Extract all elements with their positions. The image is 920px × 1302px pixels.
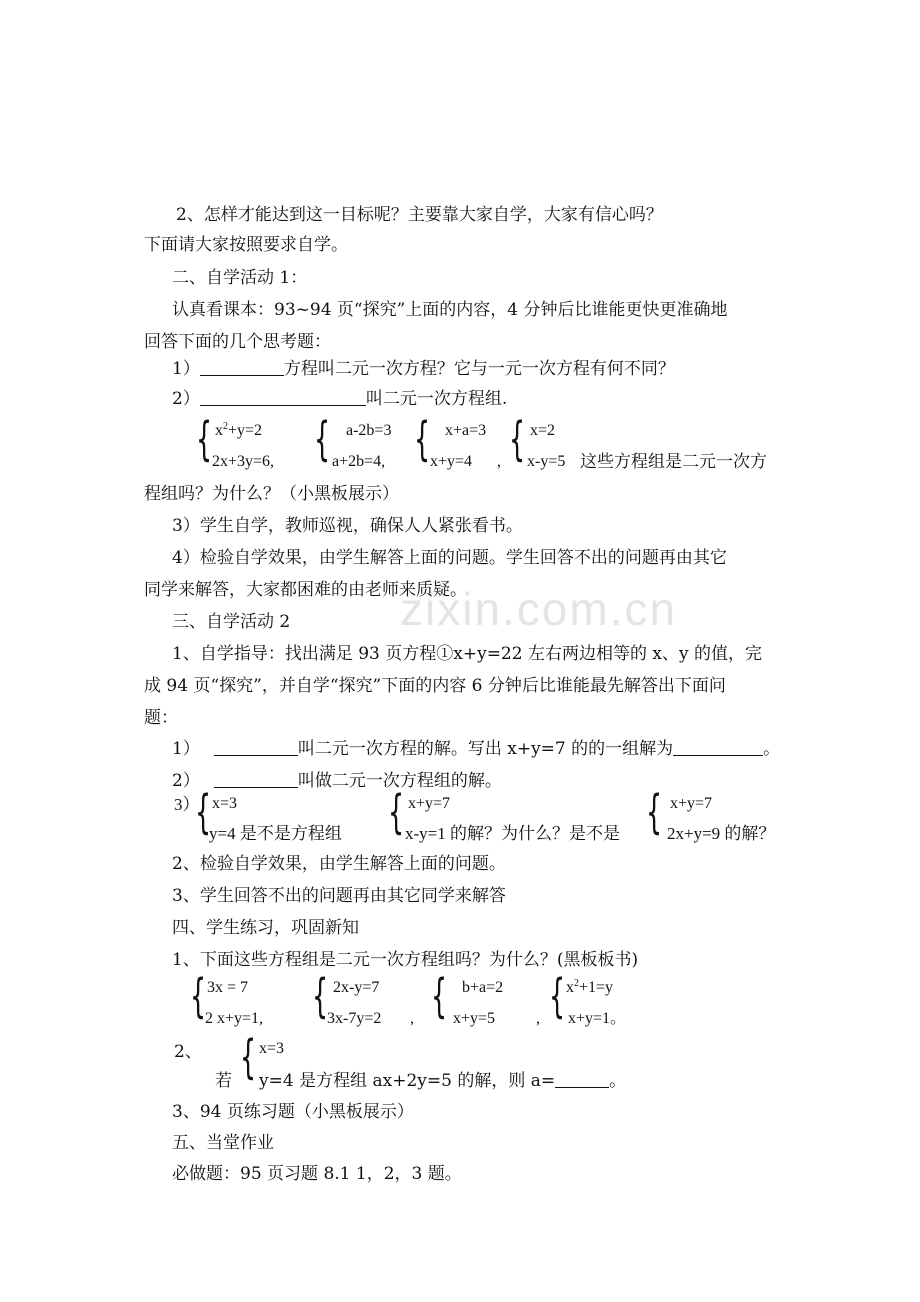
answer-blank [200, 388, 366, 406]
separator-comma: , [497, 453, 501, 470]
system-b1-top: x=3 [212, 795, 238, 812]
brace-icon: { [549, 969, 566, 1023]
system-c4-bottom: x+y=1。 [568, 1010, 627, 1027]
brace-icon: { [314, 412, 331, 466]
system-c1-top: 3x = 7 [207, 979, 249, 996]
line-systems-question: 这些方程组是二元一次方 [580, 452, 767, 472]
brace-icon: { [388, 785, 405, 839]
system-c3-bottom: x+y=5 [453, 1010, 496, 1027]
question-text: 叫做二元一次方程组的解。 [297, 771, 502, 791]
brace-icon: { [509, 412, 526, 466]
question-1-1 [172, 357, 675, 381]
brace-icon: { [646, 785, 663, 839]
line-guidance: 1、自学指导：找出满足 93 页方程①x+y=22 左右两边相等的 x、y 的值，完 [172, 644, 762, 664]
answer-blank [673, 738, 763, 756]
system-a3-bottom: x+y=4 [430, 453, 473, 470]
line-goal-question: 2、怎样才能达到这一目标呢？主要靠大家自学，大家有信心吗？ [176, 205, 663, 225]
section-heading-activity-2: 三、自学活动 2 [172, 612, 291, 632]
question-number: 2） [172, 389, 200, 409]
line-read-textbook: 认真看课本：93~94 页“探究”上面的内容，4 分钟后比谁能更快更准确地 [172, 300, 728, 320]
line-check-effect: 2、检验自学效果，由学生解答上面的问题。 [172, 854, 506, 874]
system-c1-bottom: 2 x+y=1, [205, 1010, 264, 1027]
brace-icon: { [195, 785, 212, 839]
line-why-question: 程组吗？为什么？（小黑板展示） [144, 484, 399, 504]
system-c2-bottom: 3x-7y=2 [327, 1010, 382, 1027]
system-b3-top: x+y=7 [670, 795, 713, 812]
brace-icon: { [240, 1030, 257, 1084]
system-d-top: x=3 [259, 1040, 285, 1057]
line-step-3: 3）学生自学，教师巡视，确保人人紧张看书。 [172, 516, 523, 536]
separator-comma: , [410, 1010, 414, 1027]
system-b2-bottom: x-y=1 的解？为什么？是不是 [405, 824, 620, 843]
section-heading-homework: 五、当堂作业 [172, 1133, 274, 1153]
system-a1-top: $x^2+y=2$ [215, 421, 263, 439]
question-text: 叫二元一次方程的解。写出 x+y=7 的的一组解为 [297, 739, 674, 759]
practice-2-number: 2、 [174, 1042, 202, 1062]
practice-2-if: 若 [215, 1071, 232, 1091]
line-step-4-cont: 同学来解答，大家都困难的由老师来质疑。 [144, 580, 467, 600]
question-number: 2） [172, 771, 200, 791]
brace-icon: { [312, 969, 329, 1023]
system-a4-bottom: x-y=5 [527, 453, 566, 470]
question-2-2 [172, 769, 502, 793]
brace-icon: { [431, 969, 448, 1023]
system-a2-bottom: a+2b=4, [332, 453, 386, 470]
system-c3-top: b+a=2 [462, 979, 504, 996]
question-number: 1） [172, 359, 200, 379]
line-guidance-end: 题： [144, 708, 178, 728]
line-answer-questions: 回答下面的几个思考题： [144, 332, 331, 352]
answer-blank [214, 770, 298, 788]
system-b3-bottom: 2x+y=9 的解？ [667, 824, 776, 843]
system-c2-top: 2x-y=7 [333, 979, 380, 996]
answer-blank [214, 738, 298, 756]
section-heading-practice: 四、学生练习，巩固新知 [172, 918, 359, 938]
question-1-2 [172, 387, 507, 411]
system-a4-top: x=2 [530, 422, 556, 439]
system-d-bottom: y=4 是方程组 ax+2y=5 的解，则 a= 。 [259, 1071, 627, 1091]
system-c4-top: $x^2+1=y$ [566, 978, 614, 996]
line-guidance-cont: 成 94 页“探究”，并自学“探究”下面的内容 6 分钟后比谁能最先解答出下面问 [144, 676, 726, 696]
line-required-homework: 必做题：95 页习题 8.1 1，2，3 题。 [172, 1164, 462, 1184]
system-b1-bottom: y=4 是不是方程组 [209, 824, 342, 843]
watermark: zixin.com.cn [400, 583, 678, 635]
separator-comma: , [536, 1010, 540, 1027]
system-a1-bottom: 2x+3y=6, [212, 453, 275, 470]
line-practice-3: 3、94 页练习题（小黑板展示） [172, 1102, 414, 1122]
system-a2-top: a-2b=3 [346, 422, 392, 439]
question-text: 叫二元一次方程组. [365, 389, 508, 409]
section-heading-activity-1: 二、自学活动 1： [172, 268, 308, 288]
brace-icon: { [196, 412, 213, 466]
brace-icon: { [414, 412, 431, 466]
question-text: 方程叫二元一次方程？它与一元一次方程有何不同？ [283, 359, 675, 379]
answer-blank [200, 358, 284, 376]
system-a3-top: x+a=3 [445, 422, 487, 439]
answer-blank [555, 1070, 609, 1088]
system-b2-top: x+y=7 [408, 795, 451, 812]
question-2-1: 1） 叫二元一次方程的解。写出 x+y=7 的的一组解为 。 [172, 739, 781, 759]
line-classmates-answer: 3、学生回答不出的问题再由其它同学来解答 [172, 886, 506, 906]
brace-icon: { [190, 969, 207, 1023]
question-2-3-number: 3） [174, 795, 200, 814]
line-step-4: 4）检验自学效果，由学生解答上面的问题。学生回答不出的问题再由其它 [172, 548, 727, 568]
line-self-study-intro: 下面请大家按照要求自学。 [144, 235, 348, 255]
question-number: 1） [172, 739, 200, 759]
line-practice-1: 1、下面这些方程组是二元一次方程组吗？为什么？(黑板板书) [172, 950, 639, 970]
